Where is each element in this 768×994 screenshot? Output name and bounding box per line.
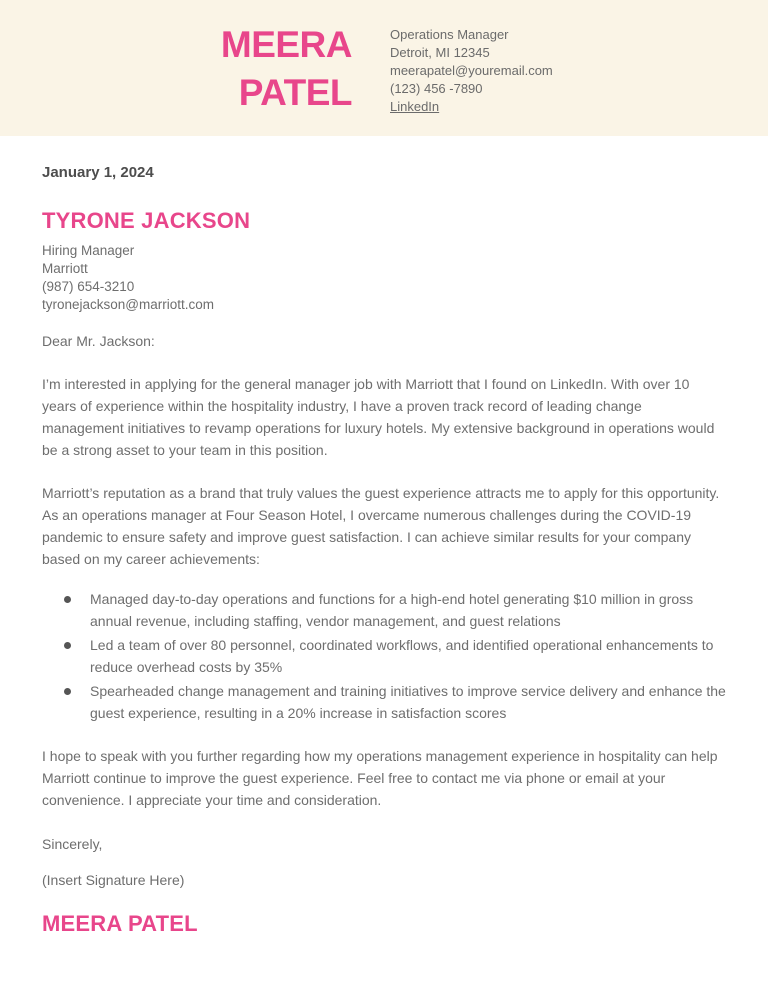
achievement-item: Managed day-to-day operations and functions for a high-end hotel generating $10 million in gross annual revenue, including staffing, vendor management, and guest relations: [42, 588, 726, 632]
achievement-item: Led a team of over 80 personnel, coordinated workflows, and identified operational enhancements to reduce overhead costs by 35%: [42, 634, 726, 678]
recipient-details: [42, 242, 726, 314]
recipient-email: tyronejackson@marriott.com: [42, 297, 215, 312]
applicant-job-title: Operations Manager: [390, 27, 509, 42]
salutation: Dear Mr. Jackson:: [42, 333, 155, 349]
applicant-contact-info: [390, 0, 553, 116]
applicant-email: meerapatel@youremail.com: [390, 63, 553, 78]
achievements-list: [42, 588, 726, 724]
signature-name: MEERA PATEL: [42, 911, 198, 936]
letter-date: January 1, 2024: [42, 164, 154, 181]
achievement-item: Spearheaded change management and training initiatives to improve service delivery and enhance the guest experience, resulting in a 20% increase in satisfaction scores: [42, 680, 726, 724]
linkedin-link[interactable]: LinkedIn: [390, 99, 440, 114]
applicant-name: [0, 0, 352, 117]
sign-off: Sincerely,: [42, 836, 103, 852]
recipient-title: Hiring Manager: [42, 243, 135, 258]
applicant-location: Detroit, MI 12345: [390, 45, 490, 60]
signature-placeholder: (Insert Signature Here): [42, 872, 185, 888]
recipient-company: Marriott: [42, 261, 88, 276]
recipient-phone: (987) 654-3210: [42, 279, 135, 294]
letter-body: [0, 136, 768, 937]
recipient-name: TYRONE JACKSON: [42, 208, 251, 233]
paragraph-intro: I’m interested in applying for the general manager job with Marriott that I found on LinkedIn. With over 10 years of experience within the hospitality industry, I have a proven track record of leading change management initiatives to revamp operations for luxury hotels. My extensive background in operations would be a strong asset to your team in this position.: [42, 376, 715, 458]
applicant-last-name: PATEL: [238, 72, 352, 113]
paragraph-body: Marriott’s reputation as a brand that truly values the guest experience attracts me to apply for this opportunity. As an operations manager at Four Season Hotel, I overcame numerous challenges during the COVID-19 pandemic to ensure safety and improve guest satisfaction. I can achieve similar results for your company based on my career achievements:: [42, 485, 720, 567]
applicant-phone: (123) 456 -7890: [390, 81, 483, 96]
paragraph-closing: I hope to speak with you further regarding how my operations management experience in hospitality can help Marriott continue to improve the guest experience. Feel free to contact me via phone or email at your convenience. I appreciate your time and consideration.: [42, 748, 718, 808]
applicant-first-name: MEERA: [220, 24, 352, 65]
letterhead: [0, 0, 768, 136]
